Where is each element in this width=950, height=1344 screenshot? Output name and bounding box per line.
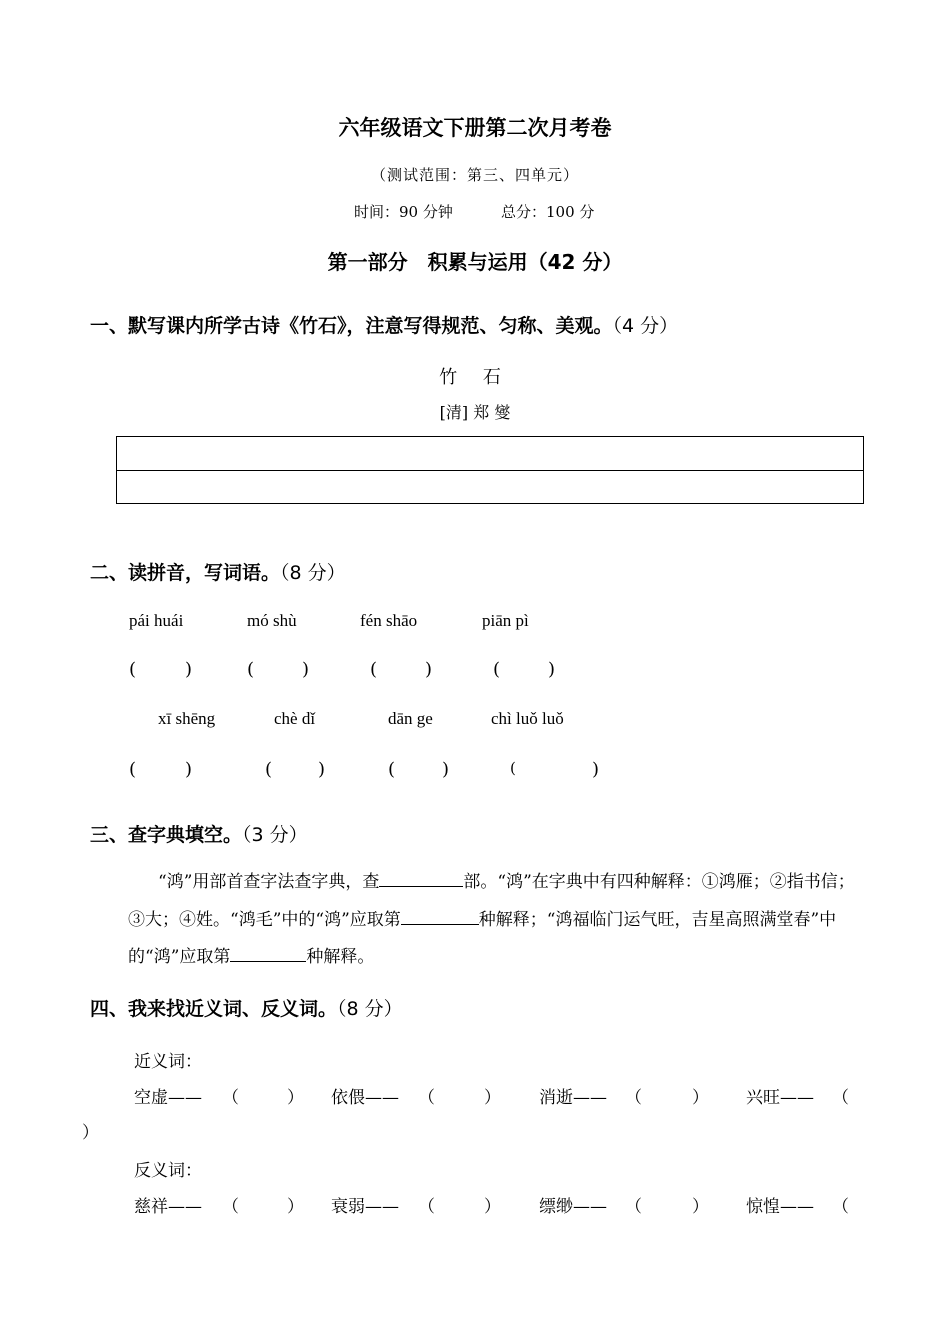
paragraph-text: 部。“鸿”在字典中有四种解释：①鸿雁；②指书信；③大；④姓。“鸿毛”中的“鸿”应取第 [128, 872, 855, 930]
paren-close: ） [484, 1197, 501, 1217]
antonym-word: 慈祥—— [134, 1197, 202, 1217]
answer-paren-close: ) [425, 659, 433, 680]
question-1-points: （4 分） [612, 315, 679, 337]
answer-paren-open: ( [129, 659, 137, 680]
paren-close: ） [82, 1123, 99, 1143]
exam-title: 六年级语文下册第二次月考卷 [338, 116, 612, 140]
synonym-word: 兴旺—— [746, 1088, 814, 1108]
question-1-heading [90, 311, 678, 338]
paren-open: （ [832, 1197, 849, 1217]
answer-paren-close: ) [185, 659, 193, 680]
question-1-text: 一、默写课内所学古诗《竹石》，注意写得规范、匀称、美观。 [90, 315, 613, 337]
pinyin-item: piān pì [482, 611, 529, 630]
answer-paren-close: ) [302, 659, 310, 680]
exam-total-score: 总分：100 分 [501, 203, 595, 221]
paragraph-text: “鸿”用部首查字法查字典，查 [158, 872, 380, 892]
pinyin-item: dān ge [388, 709, 433, 728]
part-heading: 第一部分 积累与运用（42 分） [327, 250, 623, 274]
antonym-word: 衰弱—— [331, 1197, 399, 1217]
pinyin-item: xī shēng [158, 709, 216, 728]
question-3-points: （3 分） [242, 824, 308, 846]
dictionary-paragraph [128, 864, 860, 977]
poem-title: 竹 石 [439, 367, 511, 388]
pinyin-item: chè dǐ [274, 709, 316, 728]
synonym-label: 近义词： [134, 1052, 202, 1072]
writing-box-divider [117, 470, 863, 471]
pinyin-item: mó shù [247, 611, 297, 630]
answer-paren-open: ( [265, 759, 273, 780]
paren-close: ） [287, 1197, 304, 1217]
answer-paren-close: ) [442, 759, 450, 780]
answer-paren-open: ( [247, 659, 255, 680]
question-4-text: 四、我来找近义词、反义词。 [90, 998, 338, 1020]
pinyin-item: pái huái [129, 611, 184, 630]
paragraph-text: 种解释；“鸿福临门运气旺，吉星高照满堂春”中的“鸿”应取第 [128, 909, 837, 967]
paren-close: ） [287, 1088, 304, 1108]
synonym-word: 空虚—— [134, 1088, 202, 1108]
paren-open: （ [832, 1088, 849, 1108]
antonym-label: 反义词： [134, 1161, 202, 1181]
paren-open: （ [222, 1197, 239, 1217]
antonym-word: 惊惶—— [746, 1197, 814, 1217]
answer-paren-open: ( [388, 759, 396, 780]
answer-paren-open: ( [129, 759, 137, 780]
paren-close: ） [692, 1197, 709, 1217]
paren-close: ） [692, 1088, 709, 1108]
question-2-text: 二、读拼音，写词语。 [90, 562, 281, 584]
synonym-word: 依偎—— [331, 1088, 399, 1108]
paren-open: （ [625, 1197, 642, 1217]
paren-open: （ [625, 1088, 642, 1108]
question-2-heading [90, 558, 346, 585]
answer-paren-close: ) [548, 659, 556, 680]
paragraph-text: 种解释。 [306, 947, 375, 967]
antonym-word: 缥缈—— [539, 1197, 607, 1217]
fill-blank-meaning-1[interactable] [401, 904, 479, 925]
paren-open: （ [418, 1088, 435, 1108]
question-2-points: （8 分） [280, 562, 346, 584]
question-3-heading [90, 820, 308, 847]
paren-close: ） [484, 1088, 501, 1108]
answer-paren-open: ( [510, 759, 516, 777]
synonym-word: 消逝—— [539, 1088, 607, 1108]
answer-paren-open: ( [370, 659, 378, 680]
answer-paren-close: ) [318, 759, 326, 780]
pinyin-item: chì luǒ luǒ [491, 709, 564, 728]
question-4-points: （8 分） [337, 998, 403, 1020]
question-4-heading [90, 994, 403, 1021]
fill-blank-meaning-2[interactable] [230, 941, 306, 962]
pinyin-item: fén shāo [360, 611, 418, 630]
answer-paren-open: ( [493, 659, 501, 680]
poem-author: [清] 郑 燮 [439, 403, 511, 422]
exam-range: （测试范围：第三、四单元） [370, 166, 579, 184]
poem-writing-box[interactable] [116, 436, 864, 504]
exam-time: 时间：90 分钟 [354, 203, 453, 221]
question-3-text: 三、查字典填空。 [90, 824, 243, 846]
fill-blank-radical[interactable] [379, 866, 463, 887]
paren-open: （ [222, 1088, 239, 1108]
paren-open: （ [418, 1197, 435, 1217]
answer-paren-close: ) [185, 759, 193, 780]
answer-paren-close: ) [592, 759, 600, 780]
